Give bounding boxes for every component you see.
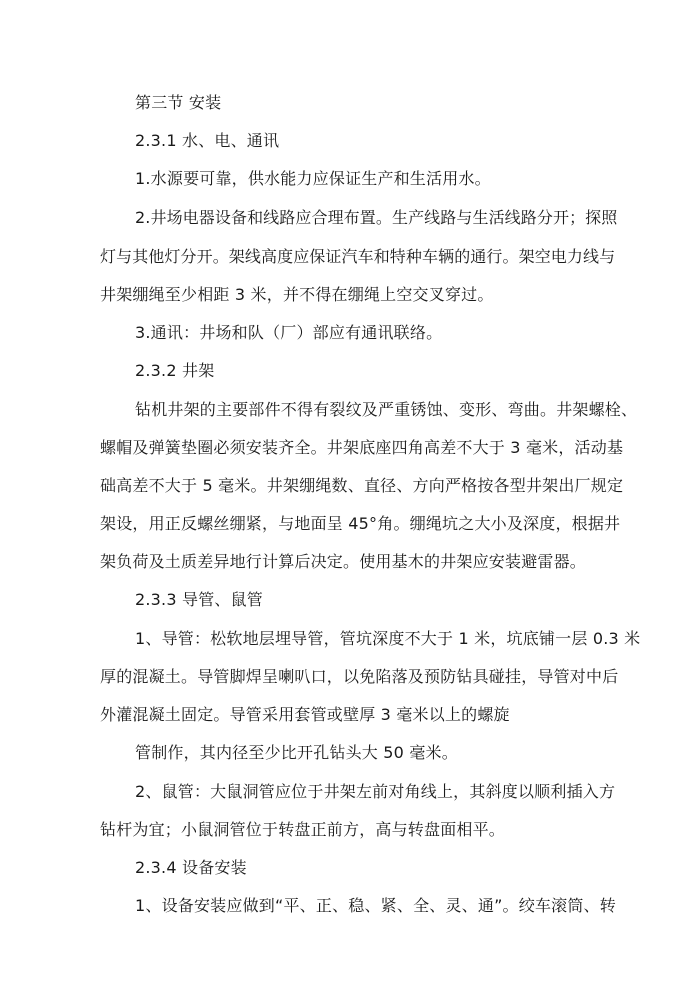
section-title: 第三节 安装	[135, 93, 222, 112]
paragraph-equipment-line-1: 1、设备安装应做到“平、正、稳、紧、全、灵、通”。绞车滚筒、转	[135, 896, 616, 915]
paragraph-communication: 3.通讯：井场和队（厂）部应有通讯联络。	[135, 323, 443, 342]
paragraph-conductor-line-2: 厚的混凝土。导管脚焊呈喇叭口，以免陷落及预防钻具碰挂，导管对中后	[100, 667, 619, 686]
paragraph-electric-line-1: 2.井场电器设备和线路应合理布置。生产线路与生活线路分开；探照	[135, 208, 618, 227]
paragraph-derrick-line-4: 架设，用正反螺丝绷紧，与地面呈 45°角。绷绳坑之大小及深度，根据井	[100, 514, 621, 533]
paragraph-conductor-continuation: 管制作，其内径至少比开孔钻头大 50 毫米。	[135, 743, 458, 762]
paragraph-water-supply: 1.水源要可靠，供水能力应保证生产和生活用水。	[135, 169, 491, 188]
heading-2-3-1: 2.3.1 水、电、通讯	[135, 131, 280, 150]
paragraph-electric-line-2: 灯与其他灯分开。架线高度应保证汽车和特种车辆的通行。架空电力线与	[100, 247, 616, 266]
paragraph-derrick-line-1: 钻机井架的主要部件不得有裂纹及严重锈蚀、变形、弯曲。井架螺栓、	[135, 400, 638, 419]
heading-2-3-4: 2.3.4 设备安装	[135, 858, 247, 877]
paragraph-derrick-line-3: 础高差不大于 5 毫米。井架绷绳数、直径、方向严格按各型井架出厂规定	[100, 476, 624, 495]
paragraph-mousehole-line-2: 钻杆为宜；小鼠洞管位于转盘正前方，高与转盘面相平。	[100, 820, 506, 839]
heading-2-3-3: 2.3.3 导管、鼠管	[135, 590, 263, 609]
paragraph-conductor-line-3: 外灌混凝土固定。导管采用套管或壁厚 3 毫米以上的螺旋	[100, 705, 510, 724]
paragraph-electric-line-3: 井架绷绳至少相距 3 米，并不得在绷绳上空交叉穿过。	[100, 285, 494, 304]
paragraph-derrick-line-2: 螺帽及弹簧垫圈必须安装齐全。井架底座四角高差不大于 3 毫米，活动基	[100, 438, 624, 457]
paragraph-conductor-line-1: 1、导管：松软地层埋导管，管坑深度不大于 1 米，坑底铺一层 0.3 米	[135, 629, 641, 648]
paragraph-derrick-line-5: 架负荷及土质差异地行计算后决定。使用基木的井架应安装避雷器。	[100, 552, 587, 571]
paragraph-mousehole-line-1: 2、鼠管：大鼠洞管应位于井架左前对角线上，其斜度以顺利插入方	[135, 782, 616, 801]
heading-2-3-2: 2.3.2 井架	[135, 361, 215, 380]
